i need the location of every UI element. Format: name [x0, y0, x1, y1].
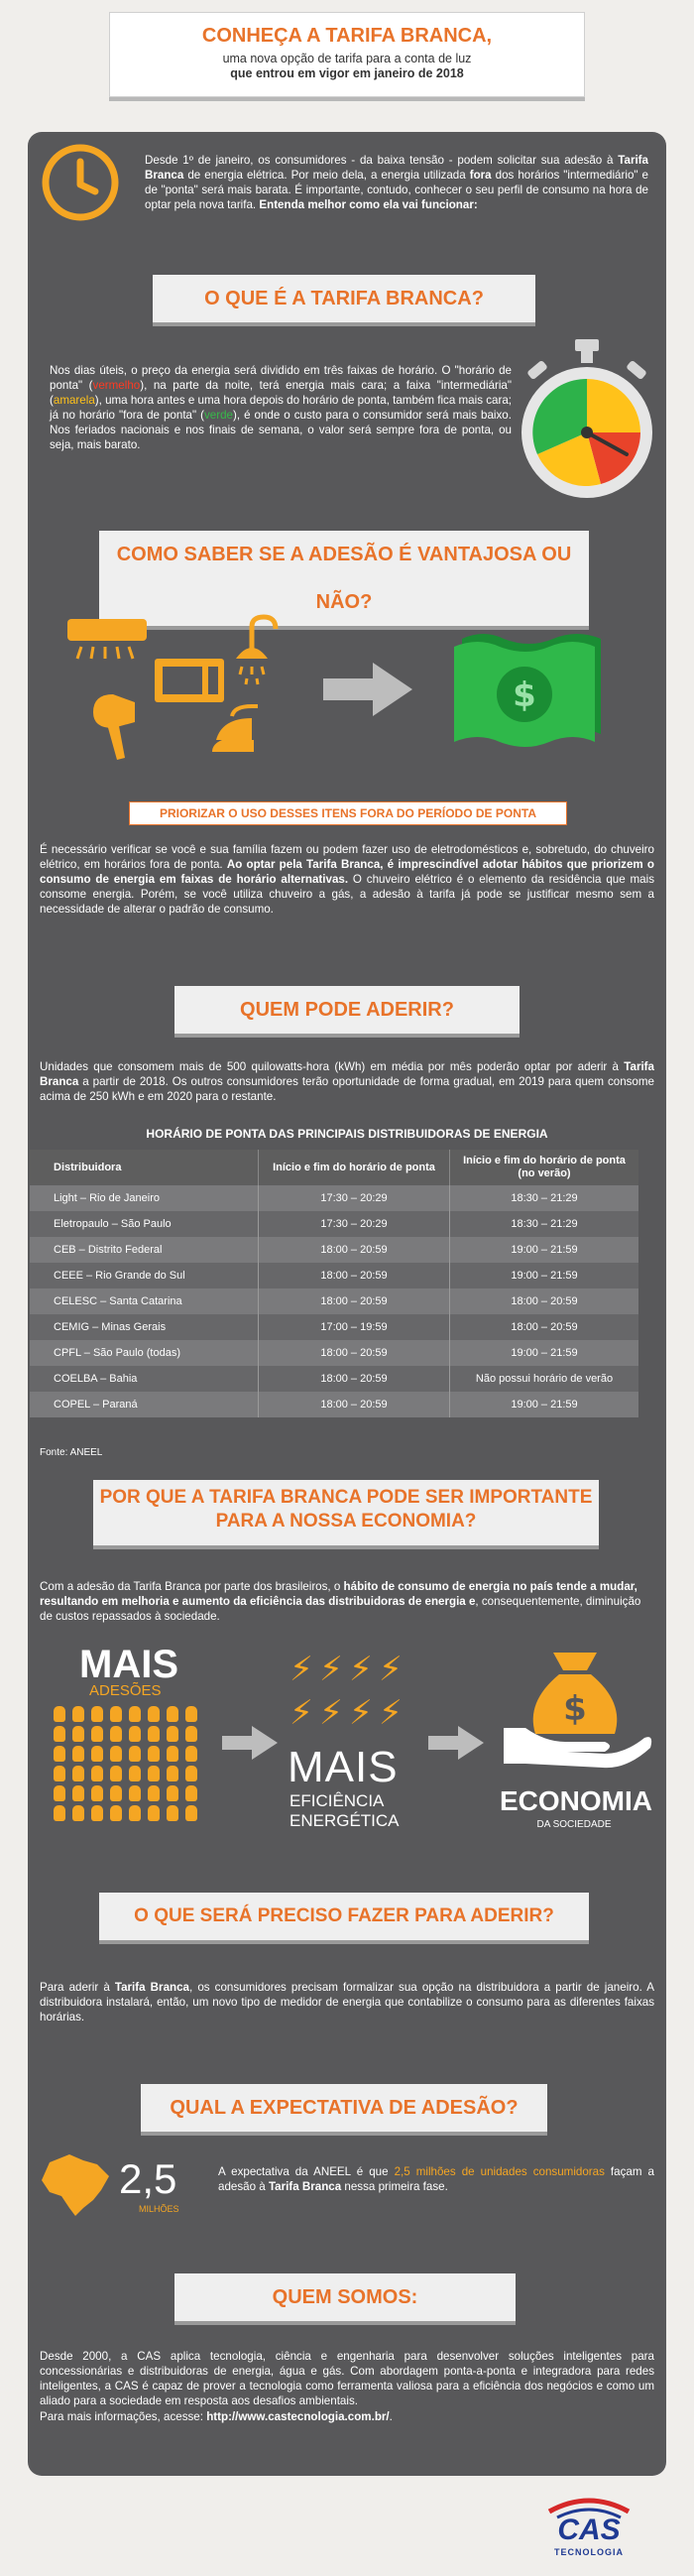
table-row: CPFL – São Paulo (todas) 18:00 – 20:59 19:00 – 21:59 [30, 1340, 638, 1366]
section-title-expectation: QUAL A EXPECTATIVA DE ADESÃO? [141, 2084, 547, 2132]
money-icon [444, 625, 615, 754]
section-title-how-to-join: O QUE SERÁ PRECISO FAZER PARA ADERIR? [99, 1893, 589, 1940]
person-icon [167, 1766, 178, 1781]
table-source: Fonte: ANEEL [40, 1447, 103, 1458]
svg-text:$: $ [563, 1689, 587, 1729]
person-icon [110, 1766, 122, 1781]
section-title-economy: POR QUE A TARIFA BRANCA PODE SER IMPORTANTE PARA A NOSSA ECONOMIA? [93, 1480, 599, 1545]
economy-text: Com a adesão da Tarifa Branca por parte dos brasileiros, o hábito de consumo de energia no país tende a mudar, resultando em melhoria e aumento da eficiência das distribuidoras de energia e, consequentemente, diminuição de custos repassados à sociedade. [40, 1580, 641, 1623]
people-icons [54, 1706, 212, 1825]
person-icon [148, 1706, 160, 1722]
about-link-line: Para mais informações, acesse: http://www.castecnologia.com.br/. [40, 2410, 393, 2423]
economia-label: ECONOMIA [500, 1785, 652, 1816]
person-icon [72, 1805, 84, 1821]
lightning-icons [289, 1650, 418, 1742]
table-row: COPEL – Paraná 18:00 – 20:59 19:00 – 21:59 [30, 1392, 638, 1417]
lightning-icon: ⚡ [289, 1650, 313, 1689]
person-icon [148, 1726, 160, 1742]
appliances-icons [63, 613, 311, 772]
clock-icon [40, 142, 121, 223]
header-card [109, 12, 585, 97]
money-bag-icon [496, 1643, 654, 1772]
person-icon [129, 1706, 141, 1722]
person-icon [148, 1805, 160, 1821]
who-can-text: Unidades que consomem mais de 500 quilowatts-hora (kWh) em média por mês poderão optar por aderir à Tarifa Branca a partir de 2018. Os outros consumidores terão oportunidade de forma gradual, em 2019 para quem consome acima de 250 kWh e em 2020 para o restante. [40, 1060, 654, 1103]
table-row: CEEE – Rio Grande do Sul 18:00 – 20:59 19:00 – 21:59 [30, 1263, 638, 1288]
energetica-label: ENERGÉTICA [289, 1811, 400, 1830]
table-row: COELBA – Bahia 18:00 – 20:59 Não possui horário de verão [30, 1366, 638, 1392]
person-icon [91, 1785, 103, 1801]
table-row: CELESC – Santa Catarina 18:00 – 20:59 18:00 – 20:59 [30, 1288, 638, 1314]
section-title-advantage: COMO SABER SE A ADESÃO É VANTAJOSA OU NÃO? [99, 531, 589, 626]
arrow-right-icon [222, 1726, 278, 1760]
lightning-icon: ⚡ [319, 1650, 343, 1689]
column-header: Distribuidora [30, 1150, 259, 1185]
person-icon [110, 1805, 122, 1821]
how-to-join-text: Para aderir à Tarifa Branca, os consumidores precisam formalizar sua opção na distribuidora a partir de janeiro. A distribuidora instalará, então, um novo tipo de medidor de energia que contabilize o consumo para as diferentes faixas horárias. [40, 1981, 654, 2024]
lightning-icon: ⚡ [319, 1693, 343, 1733]
header-date: que entrou em vigor em janeiro de 2018 [230, 66, 464, 80]
person-icon [148, 1766, 160, 1781]
person-icon [167, 1785, 178, 1801]
person-icon [110, 1726, 122, 1742]
logo-sub: TECNOLOGIA [554, 2547, 624, 2557]
column-header: Início e fim do horário de ponta [259, 1150, 450, 1185]
mais-adesoes-label: MAIS [79, 1643, 178, 1686]
person-icon [129, 1805, 141, 1821]
person-icon [54, 1706, 65, 1722]
table-row: CEMIG – Minas Gerais 17:00 – 19:59 18:00 – 20:59 [30, 1314, 638, 1340]
website-link[interactable]: http://www.castecnologia.com.br/ [206, 2410, 390, 2423]
person-icon [72, 1785, 84, 1801]
person-icon [54, 1805, 65, 1821]
brazil-map-icon [40, 2150, 111, 2218]
person-icon [54, 1785, 65, 1801]
what-text: Nos dias úteis, o preço da energia será dividido em três faixas de horário. O "horário de ponta" (vermelho), na parte da noite, terá energia mais cara; a faixa "intermediária" (amarela), uma hora antes e uma hora depois do horário de ponta, também fica mais cara; já no horário "fora de ponta" (verde), é onde o custo para o consumidor será mais baixo. Nos feriados nacionais e nos finais de semana, o valor será sempre fora de ponta, ou seja, mais barato. [50, 364, 512, 451]
person-icon [91, 1726, 103, 1742]
person-icon [110, 1706, 122, 1722]
priority-tagline: PRIORIZAR O USO DESSES ITENS FORA DO PERÍODO DE PONTA [129, 801, 567, 825]
lightning-icon: ⚡ [379, 1693, 403, 1733]
shower-icon [236, 617, 276, 684]
person-icon [167, 1706, 178, 1722]
stopwatch-icon [518, 337, 656, 506]
person-icon [148, 1785, 160, 1801]
header-title: CONHEÇA A TARIFA BRANCA, [201, 25, 493, 47]
person-icon [185, 1706, 197, 1722]
da-sociedade-label: DA SOCIEDADE [536, 1819, 612, 1830]
intro-text: Desde 1º de janeiro, os consumidores - da baixa tensão - podem solicitar sua adesão à Tarifa Branca de energia elétrica. Por meio dela, a energia utilizada fora dos horários "intermediário" e de "ponta" será mais barata. É importante, contudo, conhecer o seu perfil de consumo na hora de optar pela nova tarifa. Entenda melhor como ela vai funcionar: [145, 154, 648, 211]
distributors-table [30, 1150, 638, 1417]
person-icon [72, 1726, 84, 1742]
person-icon [167, 1726, 178, 1742]
person-icon [185, 1746, 197, 1762]
person-icon [110, 1785, 122, 1801]
person-icon [72, 1706, 84, 1722]
person-icon [185, 1766, 197, 1781]
person-icon [129, 1785, 141, 1801]
column-header: Início e fim do horário de ponta (no verão) [450, 1150, 639, 1185]
person-icon [91, 1805, 103, 1821]
person-icon [185, 1726, 197, 1742]
hair-dryer-icon [93, 694, 135, 760]
microwave-icon [155, 659, 224, 702]
person-icon [185, 1785, 197, 1801]
table-row: CEB – Distrito Federal 18:00 – 20:59 19:00 – 21:59 [30, 1237, 638, 1263]
cas-logo [539, 2494, 638, 2563]
section-title-who-can: QUEM PODE ADERIR? [174, 986, 520, 1034]
logo-name: CAS [557, 2514, 621, 2546]
person-icon [110, 1746, 122, 1762]
person-icon [129, 1766, 141, 1781]
arrow-right-icon [428, 1726, 484, 1760]
mais-eficiencia-label: MAIS [288, 1743, 399, 1791]
person-icon [54, 1726, 65, 1742]
section-title-about: QUEM SOMOS: [174, 2273, 516, 2321]
expectation-unit: MILHÕES [139, 2204, 179, 2214]
table-title: HORÁRIO DE PONTA DAS PRINCIPAIS DISTRIBUIDORAS DE ENERGIA [146, 1127, 548, 1141]
person-icon [129, 1726, 141, 1742]
person-icon [72, 1746, 84, 1762]
person-icon [167, 1746, 178, 1762]
header-subtitle: uma nova opção de tarifa para a conta de luz [222, 52, 472, 65]
svg-text:$: $ [513, 675, 536, 715]
table-row: Light – Rio de Janeiro 17:30 – 20:29 18:30 – 21:29 [30, 1185, 638, 1211]
person-icon [91, 1746, 103, 1762]
advantage-text: É necessário verificar se você e sua família fazem ou podem fazer uso de eletrodomésticos e, sobretudo, do chuveiro elétrico, em horários fora de ponta. Ao optar pela Tarifa Branca, é imprescindível adotar hábitos que priorizem o consumo de energia em faixas de horário alternativas. O chuveiro elétrico é o elemento da residência que mais consome energia. Porém, se você utiliza chuveiro a gás, a adesão à tarifa já pode se justificar mesmo sem a necessidade de alterar o padrão de consumo. [40, 843, 654, 916]
adesoes-label: ADESÕES [89, 1682, 162, 1699]
expectation-number: 2,5 [119, 2155, 177, 2202]
person-icon [185, 1805, 197, 1821]
person-icon [129, 1746, 141, 1762]
arrow-right-icon [323, 663, 412, 716]
eficiencia-label: EFICIÊNCIA [289, 1791, 385, 1810]
about-text: Desde 2000, a CAS aplica tecnologia, ciência e engenharia para desenvolver soluções inteligentes para concessionárias e distribuidoras de energia, água e gás. Com abordagem ponta-a-ponta e integradora para redes inteligentes, a CAS é capaz de prover a tecnologia como ferramenta valiosa para a eficiência dos negócios e como um aliado para a sociedade em resposta aos desafios ambientais. [40, 2350, 654, 2407]
section-title-what: O QUE É A TARIFA BRANCA? [153, 275, 535, 322]
person-icon [72, 1766, 84, 1781]
expectation-text: A expectativa da ANEEL é que 2,5 milhões de unidades consumidoras façam a adesão à Tarifa Branca nessa primeira fase. [218, 2165, 654, 2193]
lightning-icon: ⚡ [349, 1650, 373, 1689]
person-icon [148, 1746, 160, 1762]
person-icon [91, 1706, 103, 1722]
air-conditioner-icon [67, 619, 147, 659]
person-icon [54, 1766, 65, 1781]
lightning-icon: ⚡ [289, 1693, 313, 1733]
table-row: Eletropaulo – São Paulo 17:30 – 20:29 18:30 – 21:29 [30, 1211, 638, 1237]
person-icon [54, 1746, 65, 1762]
person-icon [167, 1805, 178, 1821]
lightning-icon: ⚡ [349, 1693, 373, 1733]
person-icon [91, 1766, 103, 1781]
lightning-icon: ⚡ [379, 1650, 403, 1689]
iron-icon [212, 706, 258, 752]
